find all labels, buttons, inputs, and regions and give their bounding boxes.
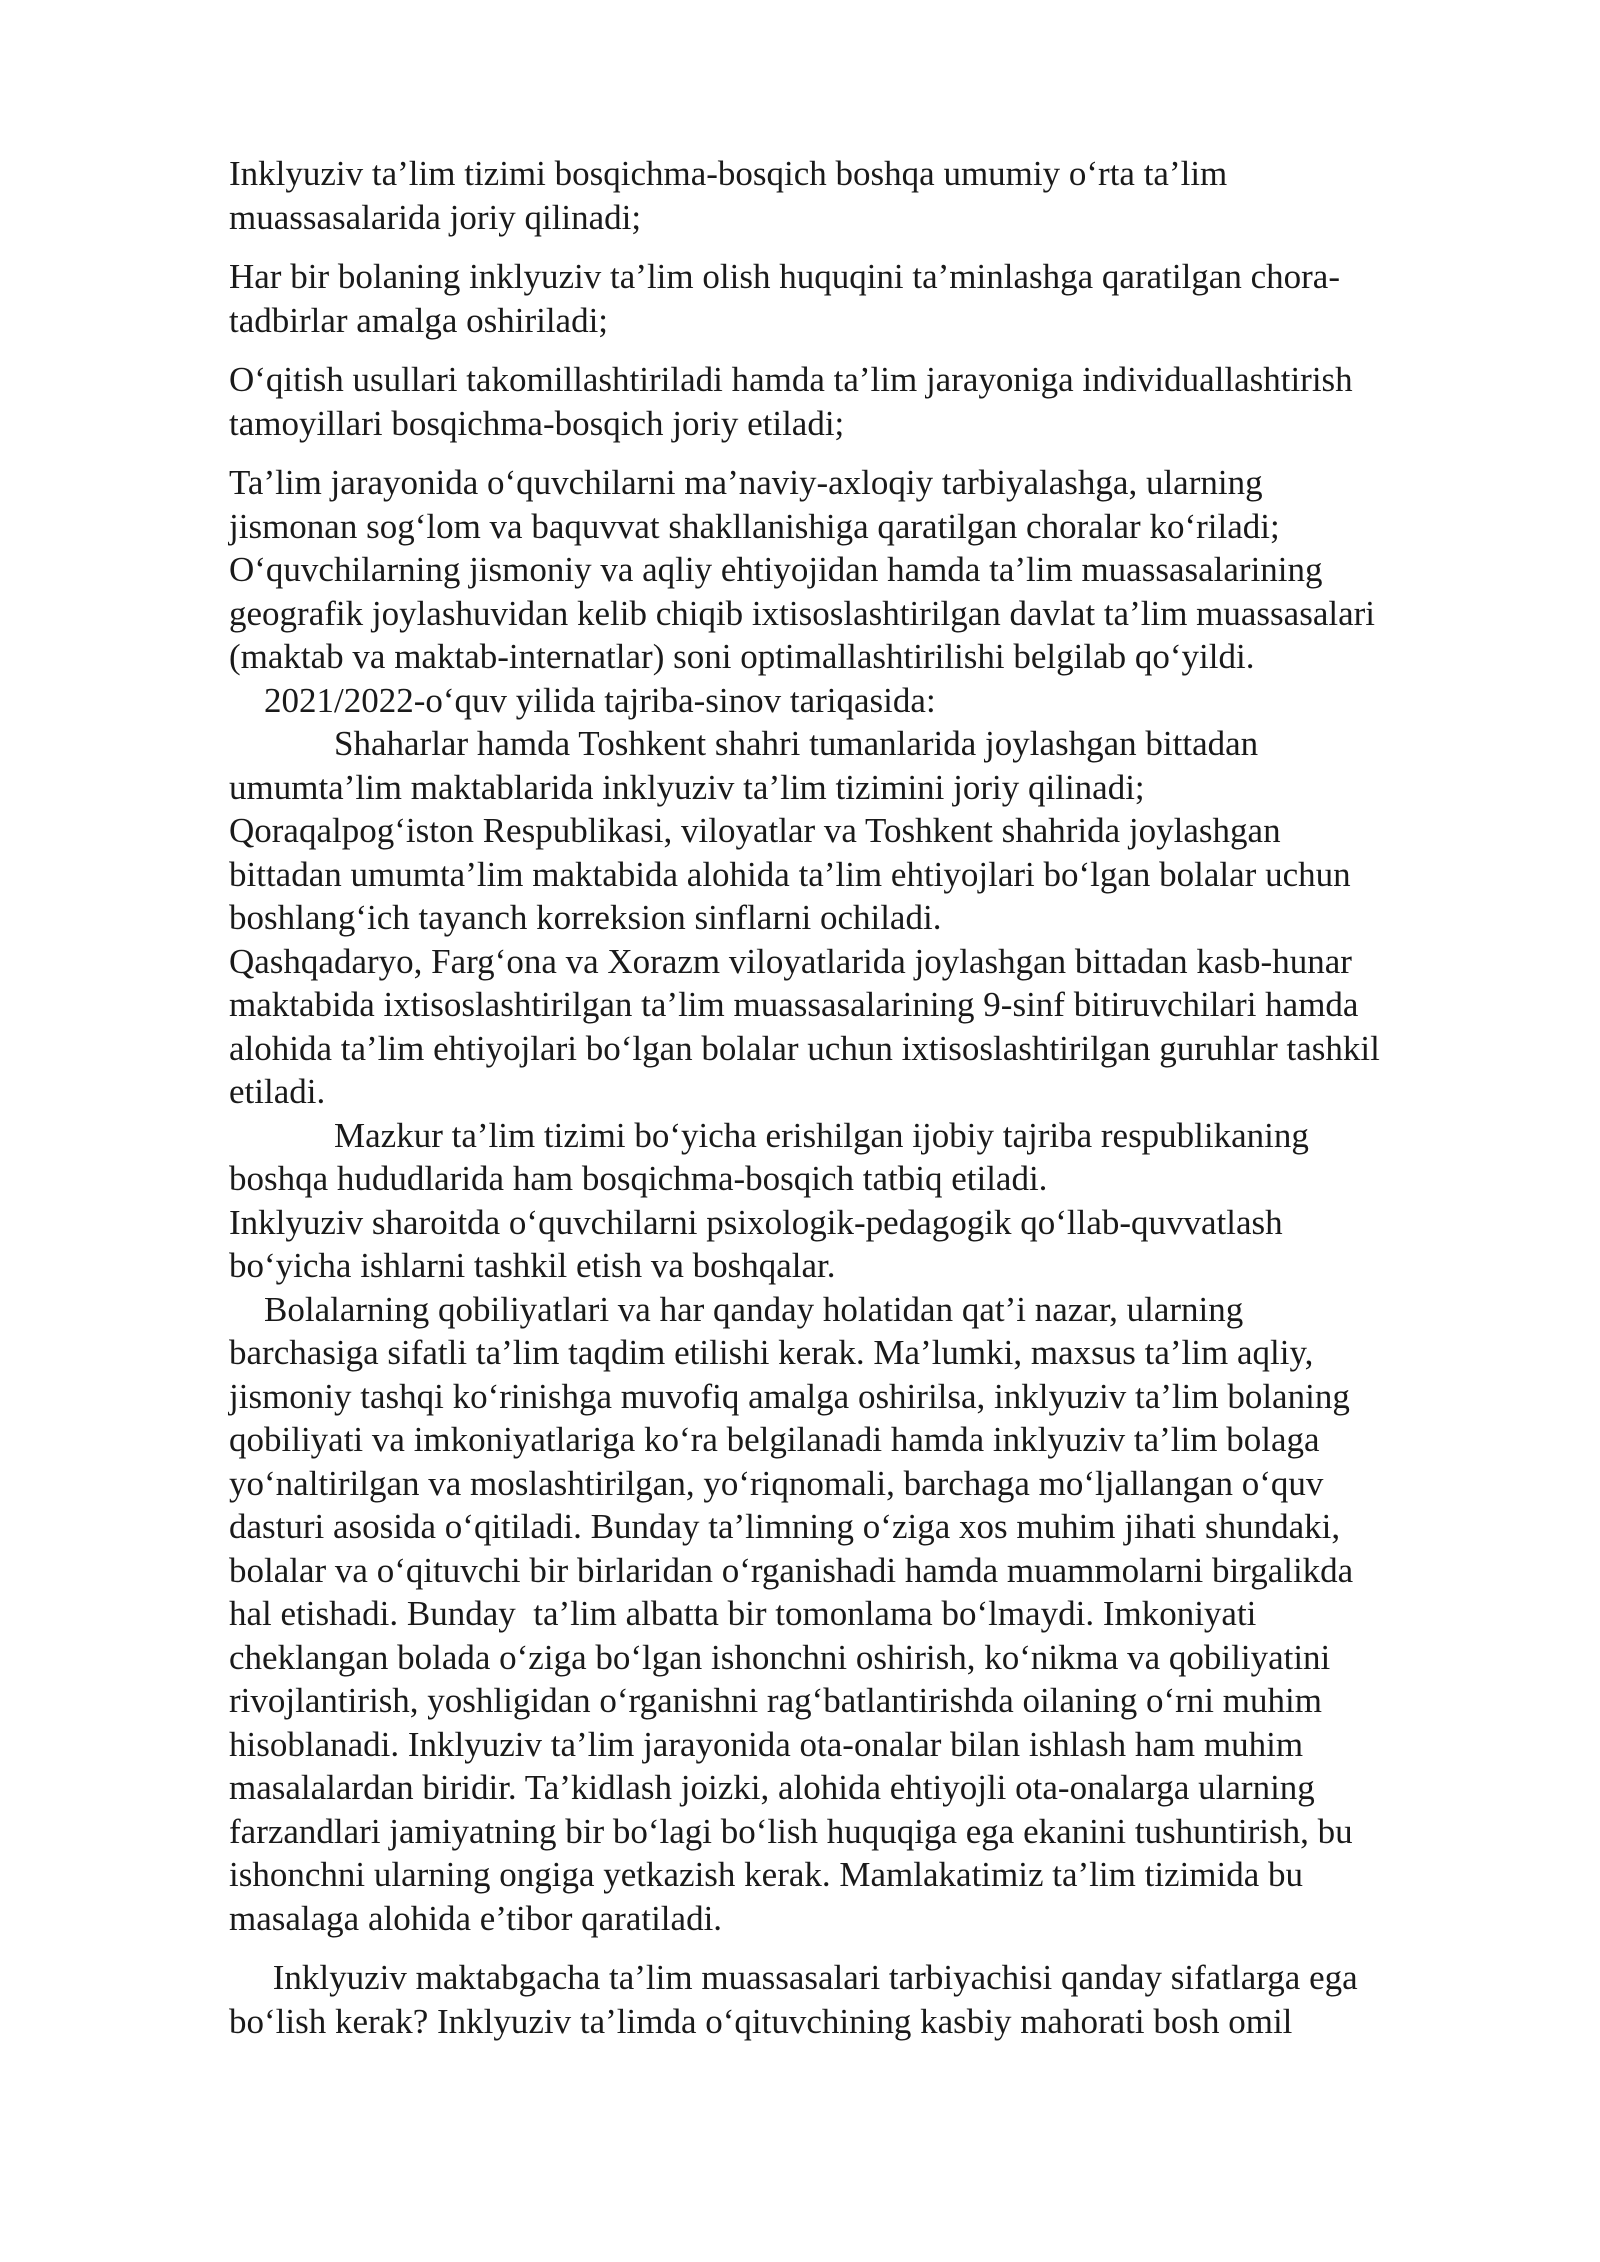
text-line: O‘qitish usullari takomillashtiriladi hamda ta’lim jarayoniga individuallashtirish xyxy=(229,360,1353,399)
text-line: geografik joylashuvidan kelib chiqib ixtisoslashtirilgan davlat ta’lim muassasalari xyxy=(229,593,1375,633)
text-line: Inklyuziv maktabgacha ta’lim muassasalari tarbiyachisi qanday sifatlarga ega xyxy=(229,1958,1358,1997)
text-line: 2021/2022-o‘quv yilida tajriba-sinov tariqasida: xyxy=(229,680,936,720)
text-line: dasturi asosida o‘qitiladi. Bunday ta’limning o‘ziga xos muhim jihati shundaki, xyxy=(229,1507,1341,1546)
text-line: (maktab va maktab-internatlar) soni optimallashtirilishi belgilab qo‘yildi. xyxy=(229,637,1255,676)
text-line: Mazkur ta’lim tizimi bo‘yicha erishilgan ijobiy tajriba respublikaning xyxy=(229,1115,1309,1155)
text-line: bittadan umumta’lim maktabida alohida ta’lim ehtiyojlari bo‘lgan bolalar uchun xyxy=(229,854,1351,894)
text-line: alohida ta’lim ehtiyojlari bo‘lgan bolalar uchun ixtisoslashtirilgan guruhlar tashkil xyxy=(229,1028,1380,1068)
text-line: hal etishadi. Bunday ta’lim albatta bir tomonlama bo‘lmaydi. Imkoniyati xyxy=(229,1594,1257,1633)
text-line: tamoyillari bosqichma-bosqich joriy etiladi; xyxy=(229,403,845,443)
text-line: farzandlari jamiyatning bir bo‘lagi bo‘lish huquqiga ega ekanini tushuntirish, bu xyxy=(229,1811,1353,1851)
text-line: bo‘lish kerak? Inklyuziv ta’limda o‘qituvchining kasbiy mahorati bosh omil xyxy=(229,2001,1293,2041)
text-line: boshlang‘ich tayanch korreksion sinflarni ochiladi. xyxy=(229,898,942,937)
text-line: Inklyuziv ta’lim tizimi bosqichma-bosqich boshqa umumiy o‘rta ta’lim xyxy=(229,154,1228,193)
text-line: bo‘yicha ishlarni tashkil etish va boshqalar. xyxy=(229,1246,836,1285)
text-line: rivojlantirish, yoshligidan o‘rganishni rag‘batlantirishda oilaning o‘rni muhim xyxy=(229,1681,1322,1720)
text-line: Ta’lim jarayonida o‘quvchilarni ma’naviy-axloqiy tarbiyalashga, ularning xyxy=(229,463,1263,502)
text-line: barchasiga sifatli ta’lim taqdim etilishi kerak. Ma’lumki, maxsus ta’lim aqliy, xyxy=(229,1333,1314,1372)
text-line: muassasalarida joriy qilinadi; xyxy=(229,197,642,237)
text-line: qobiliyati va imkoniyatlariga ko‘ra belgilanadi hamda inklyuziv ta’lim bolaga xyxy=(229,1420,1320,1459)
text-line: yo‘naltirilgan va moslashtirilgan, yo‘riqnomali, barchaga mo‘ljallangan o‘quv xyxy=(229,1463,1324,1503)
text-line: Har bir bolaning inklyuziv ta’lim olish huquqini ta’minlashga qaratilgan chora- xyxy=(229,257,1340,296)
text-line: cheklangan bolada o‘ziga bo‘lgan ishonchni oshirish, ko‘nikma va qobiliyatini xyxy=(229,1637,1331,1677)
text-line: Bolalarning qobiliyatlari va har qanday holatidan qat’i nazar, ularning xyxy=(229,1289,1244,1329)
text-line: Shaharlar hamda Toshkent shahri tumanlarida joylashgan bittadan xyxy=(229,724,1259,763)
text-line: masalaga alohida e’tibor qaratiladi. xyxy=(229,1898,723,1938)
text-line: etiladi. xyxy=(229,1072,326,1111)
text-line: O‘quvchilarning jismoniy va aqliy ehtiyojidan hamda ta’lim muassasalarining xyxy=(229,550,1323,589)
document-body xyxy=(229,152,1474,2043)
text-line: bolalar va o‘qituvchi bir birlaridan o‘rganishadi hamda muammolarni birgalikda xyxy=(229,1550,1354,1590)
text-line: jismoniy tashqi ko‘rinishga muvofiq amalga oshirilsa, inklyuziv ta’lim bolaning xyxy=(229,1376,1350,1416)
text-line: masalalardan biridir. Ta’kidlash joizki, alohida ehtiyojli ota-onalarga ularning xyxy=(229,1768,1315,1807)
text-line: umumta’lim maktablarida inklyuziv ta’lim tizimini joriy qilinadi; xyxy=(229,767,1145,807)
text-line: Inklyuziv sharoitda o‘quvchilarni psixologik-pedagogik qo‘llab-quvvatlash xyxy=(229,1202,1283,1242)
text-line: ishonchni ularning ongiga yetkazish kerak. Mamlakatimiz ta’lim tizimida bu xyxy=(229,1855,1304,1894)
text-line: jismonan sog‘lom va baquvvat shakllanishiga qaratilgan choralar ko‘riladi; xyxy=(229,506,1280,546)
text-line: maktabida ixtisoslashtirilgan ta’lim muassasalarining 9-sinf bitiruvchilari hamda xyxy=(229,985,1359,1024)
text-line: boshqa hududlarida ham bosqichma-bosqich tatbiq etiladi. xyxy=(229,1159,1048,1198)
text-line: tadbirlar amalga oshiriladi; xyxy=(229,300,609,340)
text-line: Qashqadaryo, Farg‘ona va Xorazm viloyatlarida joylashgan bittadan kasb-hunar xyxy=(229,941,1352,981)
text-line: hisoblanadi. Inklyuziv ta’lim jarayonida ota-onalar bilan ishlash ham muhim xyxy=(229,1724,1304,1764)
text-line: Qoraqalpog‘iston Respublikasi, viloyatlar va Toshkent shahrida joylashgan xyxy=(229,811,1281,850)
